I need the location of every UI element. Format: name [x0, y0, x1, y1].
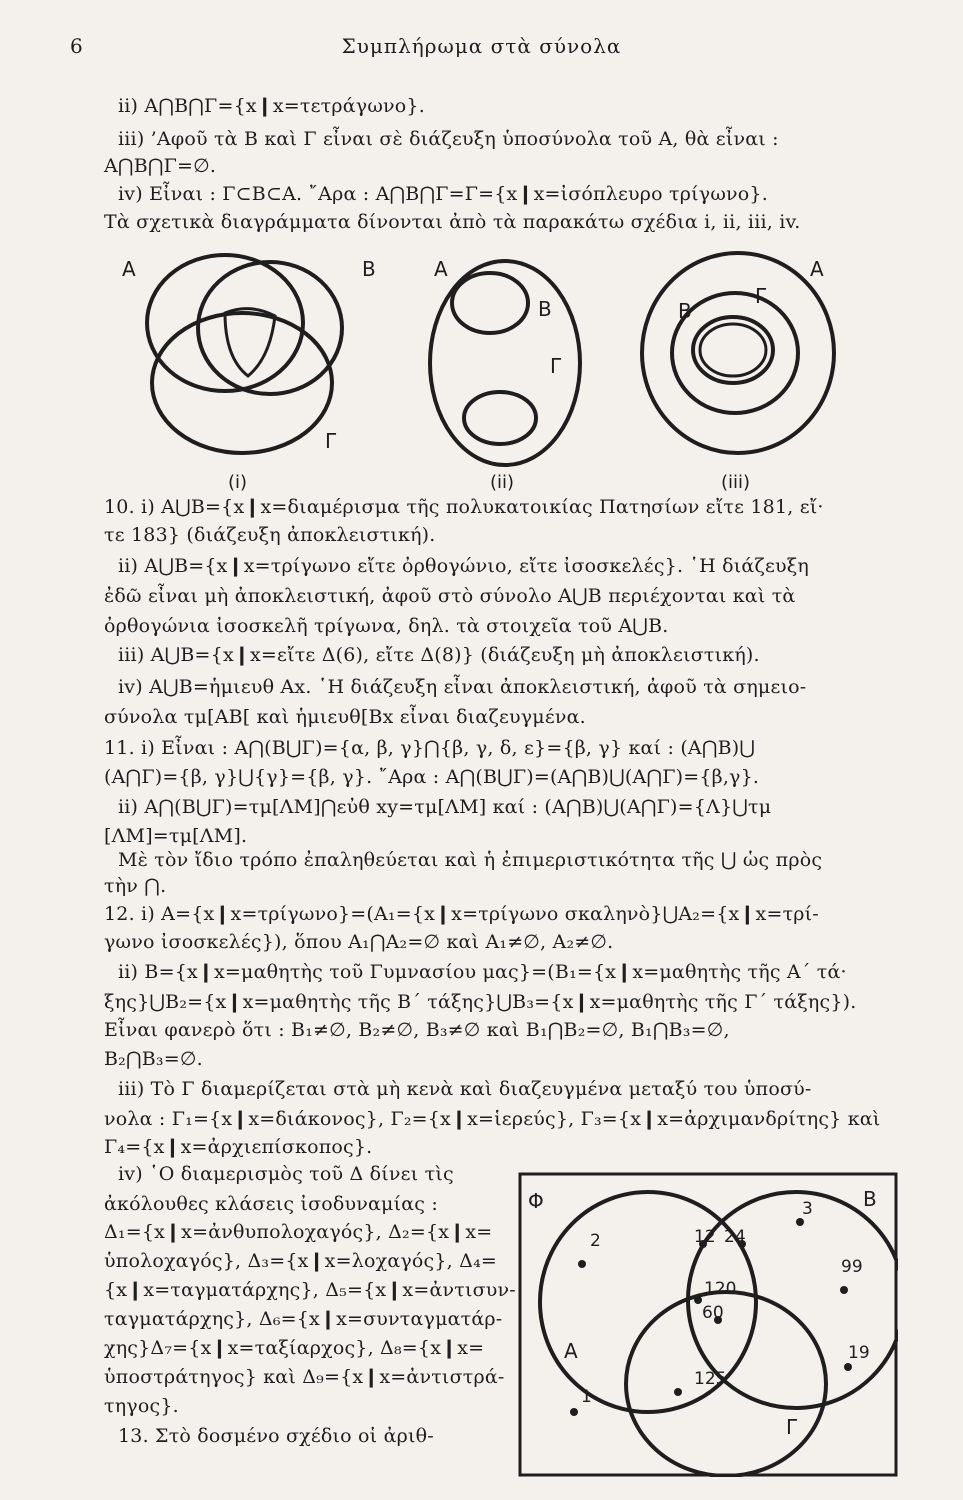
text-line: A⋂B⋂Γ=∅. [104, 155, 217, 177]
venn-number: 2 [590, 1231, 601, 1251]
caption-ii: (ii) [490, 472, 515, 493]
text-line: τηγος}. [104, 1395, 179, 1417]
text-line: iii) ’Αφοῦ τὰ Β καὶ Γ εἶναι σὲ διάζευξη ὑποσύνολα τοῦ Α, θὰ εἶναι : [118, 128, 779, 150]
text-line: ii) A⋃B={x❙x=τρίγωνο εἴτε ὀρθογώνιο, εἴτε ἰσοσκελές}. ῾Η διάζευξη [118, 555, 809, 577]
fig1-label-b: B [362, 257, 376, 281]
venn-number: 125 [694, 1369, 727, 1389]
fig2-label-g: Γ [550, 354, 562, 378]
text-line: ii) A⋂(B⋃Γ)=τμ[ΛΜ]⋂εὐθ xy=τμ[ΛΜ] καί : (A⋂B)⋃(A⋂Γ)={Λ}⋃τμ [118, 796, 772, 818]
figure-iii [642, 253, 834, 453]
venn-number: 1 [581, 1387, 592, 1407]
text-line: ἐδῶ εἶναι μὴ ἀποκλειστική, ἀφοῦ στὸ σύνολο A⋃B περιέχονται καὶ τὰ [104, 585, 796, 607]
page-title: Συμπλήρωμα στὰ σύνολα [341, 34, 622, 58]
text-line: 12. i) A={x❙x=τρίγωνο}=(A₁={x❙x=τρίγωνο σκαληνὸ}⋃A₂={x❙x=τρί- [104, 903, 819, 925]
universe-label: Φ [528, 1189, 544, 1213]
text-line: 13. Στὸ δοσμένο σχέδιο οἱ ἀριθ- [118, 1425, 434, 1447]
text-line: {x❙x=ταγματάρχης}, Δ₅={x❙x=ἀντισυν- [104, 1279, 516, 1301]
text-line: Τὰ σχετικὰ διαγράμματα δίνονται ἀπὸ τὰ παρακάτω σχέδια i, ii, iii, iv. [104, 211, 801, 233]
page-header [70, 34, 893, 64]
text-line: τὴν ⋂. [104, 875, 167, 897]
venn-number: 3 [802, 1199, 813, 1219]
fig1-label-a: A [122, 257, 136, 281]
fig2-label-b: B [538, 297, 552, 321]
text-line: Γ₄={x❙x=ἀρχιεπίσκοπος}. [104, 1136, 373, 1158]
fig3-label-a: A [810, 257, 824, 281]
text-line: iv) A⋃B=ἡμιευθ Ax. ῾Η διάζευξη εἶναι ἀποκλειστική, ἀφοῦ τὰ σημειο- [118, 676, 807, 698]
figure-i [147, 255, 342, 453]
text-line: iv) Εἶναι : Γ⊂B⊂A. ῎Αρα : A⋂B⋂Γ=Γ={x❙x=ἰσόπλευρο τρίγωνο}. [118, 183, 768, 205]
text-line: ξης}⋃B₂={x❙x=μαθητὴς τῆς Β΄ τάξης}⋃B₃={x❙x=μαθητὴς τῆς Γ΄ τάξης}). [104, 991, 857, 1013]
fig3-label-b: B [678, 299, 692, 323]
caption-iii: (iii) [721, 472, 751, 493]
set-g-label: Γ [786, 1415, 798, 1439]
text-line: ii) B={x❙x=μαθητὴς τοῦ Γυμνασίου μας}=(B₁={x❙x=μαθητὴς τῆς Α΄ τά· [118, 961, 847, 983]
venn-number: 99 [841, 1257, 863, 1277]
text-line: Μὲ τὸν ἴδιο τρόπο ἐπαληθεύεται καὶ ἡ ἐπιμεριστικότητα τῆς ⋃ ὡς πρὸς [118, 849, 823, 871]
text-line: ὑποστράτηγος} καὶ Δ₉={x❙x=ἀντιστρά- [104, 1366, 505, 1388]
text-line: 10. i) A⋃B={x❙x=διαμέρισμα τῆς πολυκατοικίας Πατησίων εἴτε 181, εἴ· [104, 496, 824, 518]
text-line: ὑπολοχαγός}, Δ₃={x❙x=λοχαγός}, Δ₄= [104, 1250, 498, 1272]
text-line: γωνο ἰσοσκελές}), ὅπου A₁⋂A₂=∅ καὶ A₁≠∅, A₂≠∅. [104, 931, 614, 953]
venn-diagram-iv [518, 1172, 898, 1477]
text-line: χης}Δ₇={x❙x=ταξίαρχος}, Δ₈={x❙x= [104, 1337, 485, 1359]
text-line: B₂⋂B₃=∅. [104, 1048, 203, 1070]
fig1-label-g: Γ [325, 429, 337, 453]
venn-number: 120 [704, 1279, 737, 1299]
caption-i: (i) [228, 472, 248, 493]
text-line: τε 183} (διάζευξη ἀποκλειστική). [104, 524, 436, 546]
text-line: [ΛΜ]=τμ[ΛΜ]. [104, 825, 248, 847]
set-a-label-b: B [863, 1187, 877, 1211]
set-a-label: A [564, 1339, 578, 1363]
text-line: ὀρθογώνια ἰσοσκελῆ τρίγωνα, δηλ. τὰ στοιχεῖα τοῦ A⋃B. [104, 615, 669, 637]
fig2-label-a: A [434, 257, 448, 281]
venn-number: 19 [848, 1343, 870, 1363]
venn-number: 24 [724, 1227, 746, 1247]
text-line: νολα : Γ₁={x❙x=διάκονος}, Γ₂={x❙x=ἱερεύς}, Γ₃={x❙x=ἀρχιμανδρίτης} καὶ [104, 1108, 881, 1130]
text-line: 11. i) Εἶναι : A⋂(B⋃Γ)={α, β, γ}⋂{β, γ, δ, ε}={β, γ} καί : (A⋂B)⋃ [104, 737, 756, 759]
text-line: ii) A⋂B⋂Γ={x❙x=τετράγωνο}. [118, 95, 425, 117]
page-number: 6 [70, 34, 83, 58]
text-line: iv) ῾Ο διαμερισμὸς τοῦ Δ δίνει τὶς [118, 1163, 454, 1185]
text-line: σύνολα τμ[AB[ καὶ ἡμιευθ[Bx εἶναι διαζευγμένα. [104, 706, 586, 728]
text-line: ταγματάρχης}, Δ₆={x❙x=συνταγματάρ- [104, 1308, 503, 1330]
fig3-label-g: Γ [755, 284, 767, 308]
venn-number: 60 [702, 1303, 724, 1323]
text-line: iii) Τὸ Γ διαμερίζεται στὰ μὴ κενὰ καὶ διαζευγμένα μεταξύ του ὑποσύ- [118, 1078, 812, 1100]
text-line: iii) A⋃B={x❙x=εἴτε Δ(6), εἴτε Δ(8)} (διάζευξη μὴ ἀποκλειστική). [118, 644, 760, 666]
text-line: Εἶναι φανερὸ ὅτι : B₁≠∅, B₂≠∅, B₃≠∅ καὶ B₁⋂B₂=∅, B₁⋂B₃=∅, [104, 1019, 730, 1041]
text-line: (A⋂Γ)={β, γ}⋃{γ}={β, γ}. ῎Αρα : A⋂(B⋃Γ)=(A⋂B)⋃(A⋂Γ)={β,γ}. [104, 766, 760, 788]
text-line: ἀκόλουθες κλάσεις ἰσοδυναμίας : [104, 1193, 438, 1215]
venn-number: 12 [694, 1227, 716, 1247]
text-line: Δ₁={x❙x=ἀνθυπολοχαγός}, Δ₂={x❙x= [104, 1221, 493, 1243]
venn-figures-row [110, 248, 860, 496]
